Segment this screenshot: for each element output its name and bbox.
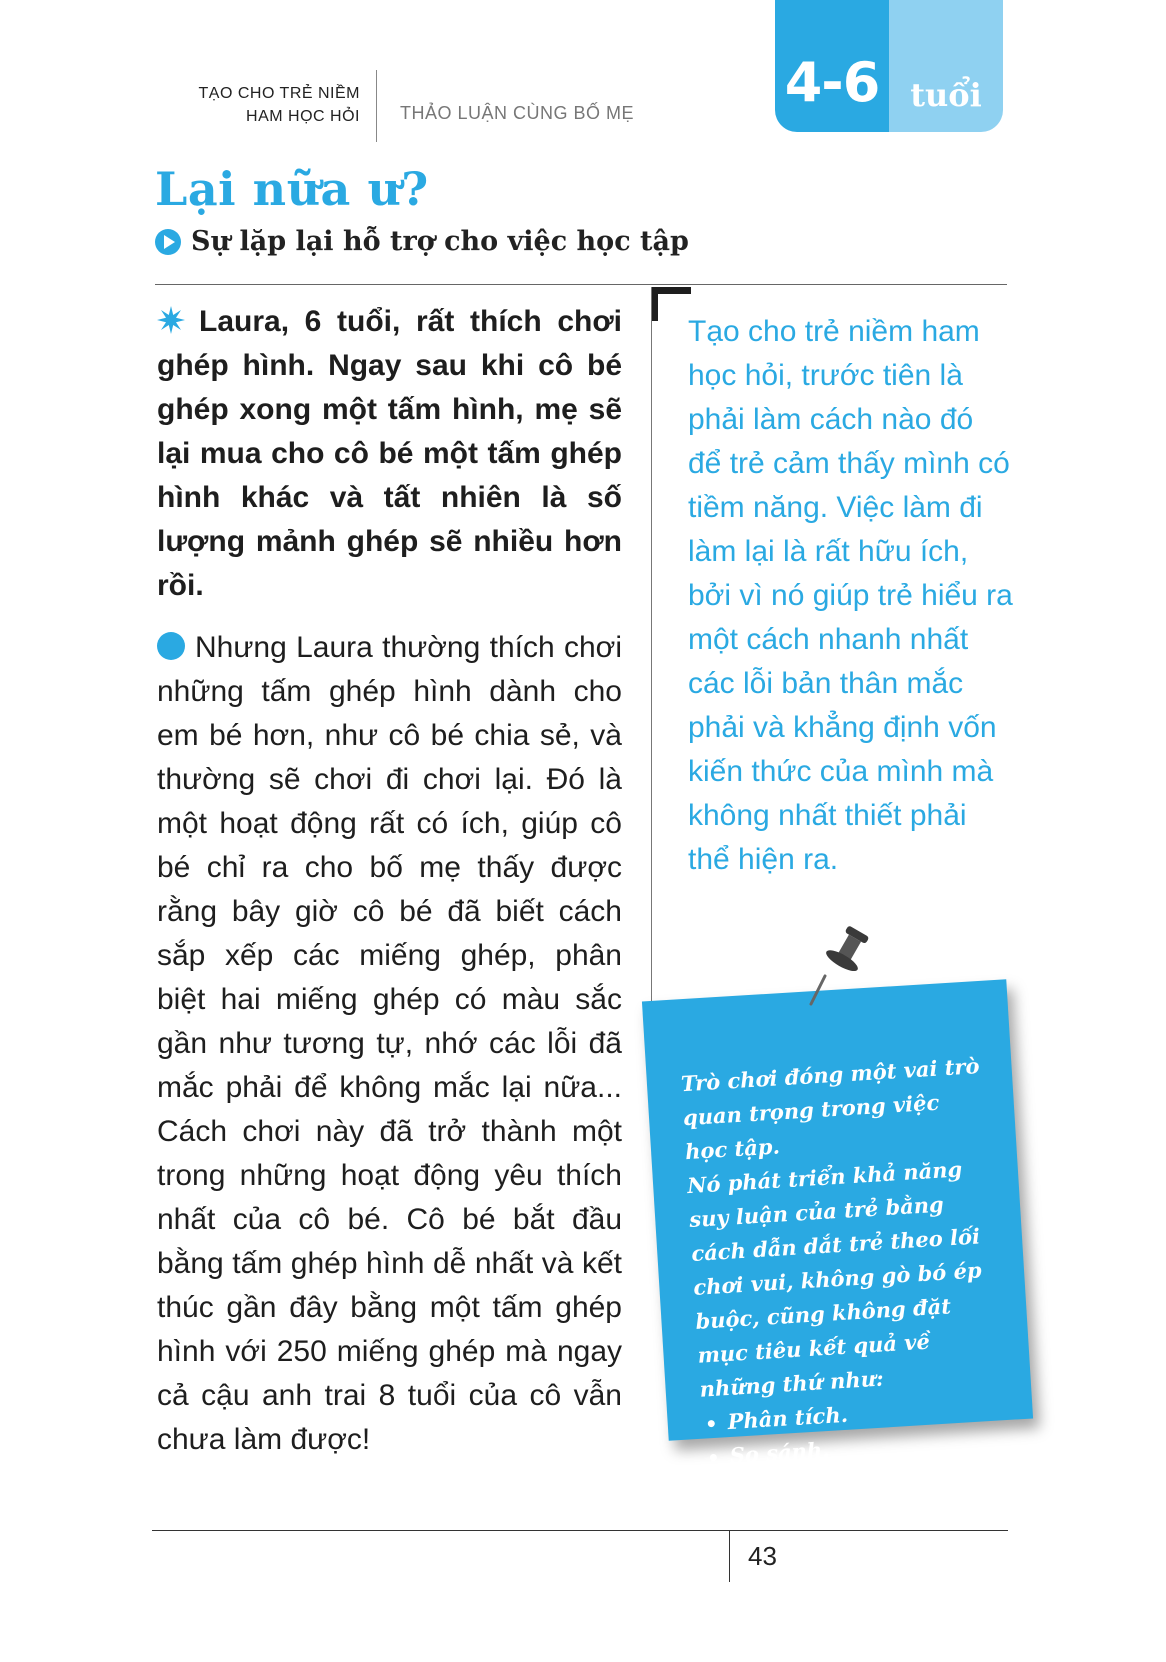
series-title-line2: HAM HỌC HỎI [246, 108, 360, 125]
pushpin-icon [795, 922, 885, 1008]
note-list-item: • So sánh. [729, 1422, 1006, 1473]
note-list-item: • Phân tích. [727, 1388, 1004, 1439]
sidebar-text: Tạo cho trẻ niềm ham học hỏi, trước tiên là phải làm cách nào đó để trẻ cảm thấy mình có tiềm năng. Việc làm đi làm lại là rất hữu ích, bởi vì nó giúp trẻ hiểu ra một cách nhanh nhất các lỗi bản thân mắc phải và khẳng định vốn kiến thức của mình mà không nhất thiết phải thể hiện ra. [688, 315, 1013, 876]
body-text: Nhưng Laura thường thích chơi những tấm ghép hình dành cho em bé hơn, như cô bé chia sẻ, và thường sẽ chơi đi chơi lại. Đó là một hoạt động rất có ích, giúp cô bé chỉ ra cho bố mẹ thấy được rằng bây giờ cô bé đã biết cách sắp xếp các miếng ghép, phân biệt hai miếng ghép có màu sắc gần như tương tự, nhớ các lỗi đã mắc phải để không mắc lại nữa... Cách chơi này đã trở thành một trong những hoạt động yêu thích nhất của cô bé. Cô bé bắt đầu bằng tấm ghép hình dễ nhất và kết thúc gần đây bằng một tấm ghép hình với 250 miếng ghép mà ngay cả cậu anh trai 8 tuổi của cô vẫn chưa làm được! [157, 631, 622, 1456]
body-paragraph [157, 626, 622, 1462]
note-list [701, 1388, 1008, 1508]
bottom-rule [152, 1530, 1008, 1531]
sticky-note [642, 979, 1033, 1502]
note-list-item: • Nêu ra các giả thiết. [731, 1456, 1008, 1507]
dot-bullet-icon [157, 632, 185, 660]
page-subtitle [155, 226, 689, 257]
note-heading: Trò chơi đóng một vai trò quan trọng trong việc học tập. [680, 1053, 981, 1165]
subtitle-text: Sự lặp lại hỗ trợ cho việc học tập [191, 226, 689, 257]
age-unit: tuổi [889, 0, 1003, 132]
corner-bracket [651, 287, 691, 321]
star-burst-icon [157, 306, 185, 334]
lead-paragraph [157, 300, 622, 608]
header-divider [376, 70, 377, 142]
age-range: 4-6 [775, 0, 889, 132]
page-number: 43 [748, 1541, 777, 1571]
page-title: Lại nữa ư? [155, 162, 429, 216]
lead-text: Laura, 6 tuổi, rất thích chơi ghép hình. Ngay sau khi cô bé ghép xong một tấm hình, mẹ sẽ lại mua cho cô bé một tấm ghép hình khác và tất nhiên là số lượng mảnh ghép sẽ nhiều hơn rồi. [157, 305, 622, 602]
section-title: THẢO LUẬN CÙNG BỐ MẸ [400, 103, 635, 123]
main-column [157, 300, 622, 1462]
footer-divider [729, 1530, 730, 1582]
series-title [199, 82, 361, 128]
note-body: Nó phát triển khả năng suy luận của trẻ bằng cách dẫn dắt trẻ theo lối chơi vui, không gò bó ép buộc, cũng không đặt mục tiêu kết quả về những thứ như: [686, 1156, 983, 1402]
age-tab [775, 0, 1003, 132]
series-title-line1: TẠO CHO TRẺ NIỀM [198, 85, 360, 102]
column-divider [651, 287, 652, 1007]
top-rule [155, 284, 1007, 285]
play-bullet-icon [155, 229, 181, 255]
